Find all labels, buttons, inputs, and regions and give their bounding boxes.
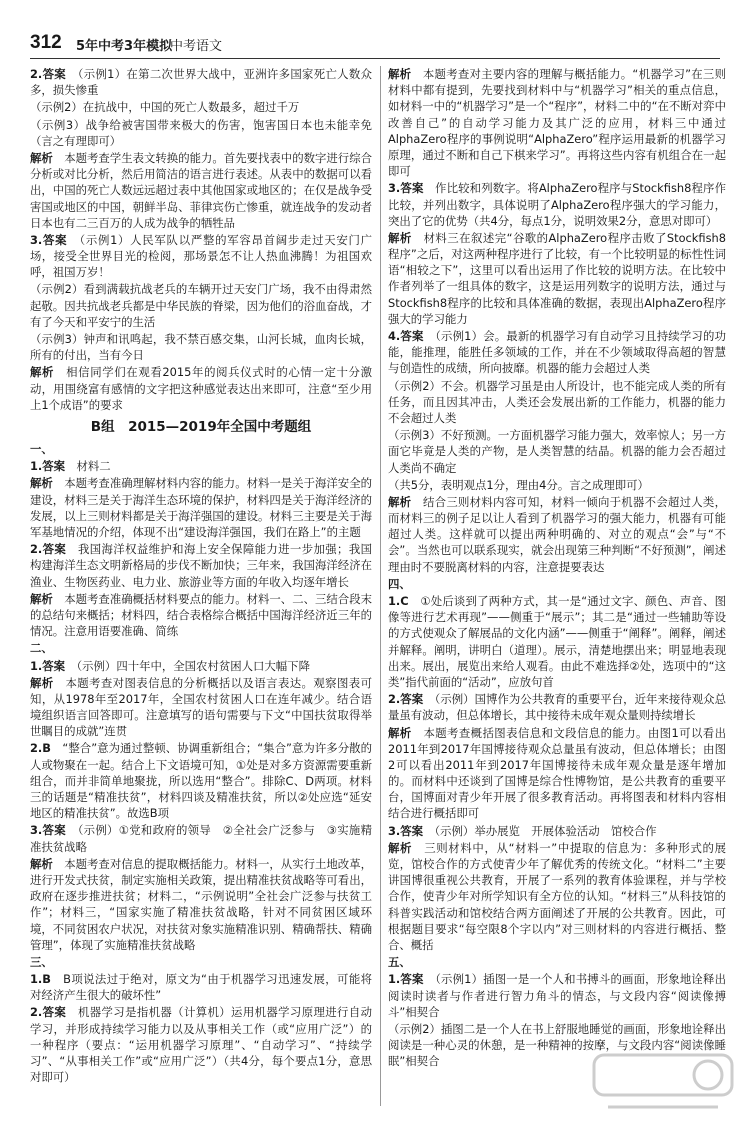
answer-text: （示例3）战争给被害国带来极大的伤害，饱害国日本也未能幸免（言之有理即可） bbox=[30, 117, 372, 148]
answer-text: （示例2）不会。机器学习虽是由人所设计，也不能完成人类的所有任务，而且因其冲击，人类还会发展出新的工作能力，机器的能力不会超过人类 bbox=[388, 378, 726, 425]
answer-text: 材料二 bbox=[76, 459, 111, 474]
answer-text: （示例）①党和政府的领导 ②全社会广泛参与 ③实施精准扶贫战略 bbox=[30, 823, 372, 854]
section-number: 四、 bbox=[388, 576, 411, 591]
watermark-logo bbox=[588, 1049, 738, 1119]
answer-text: 本题考查概括图表信息和文段信息的能力。由图1可以看出2011年到2017年国博接待观众总量虽有波动，但总体增长；由图2可以看出2011年到2017年国博接待未成年观众量是逐年增加的。而材料中还谈到了国博是综合性博物馆，是公共教育的重要平台，国博面对青少年开展了很多教育活动。再将图表和材料内容相结合进行概括即可 bbox=[388, 725, 726, 821]
answer-text: 结合三则材料内容可知，材料一倾向于机器不会超过人类，而材料三的例子足以让人看到了机器学习的强大能力，机器有可能超过人类。这样就可以提出两种明确的、对立的观点“会”与“不会”。当然也可以联系现实，就会出现第三种判断“不好预测”，阐述理由时不要脱离材料的内容，注意提要表达 bbox=[388, 494, 726, 574]
answer-paragraph bbox=[388, 66, 726, 179]
answer-paragraph bbox=[30, 150, 372, 231]
answer-text: （示例3）不好预测。一方面机器学习能力强大，效率惊人；另一方面它毕竟是人类的产物，是人类智慧的结晶。机器的能力会否超过人类尚不确定 bbox=[388, 428, 726, 475]
left-column bbox=[30, 66, 372, 1086]
header-rule bbox=[30, 58, 720, 59]
answer-tag: 1.B bbox=[30, 972, 51, 987]
answer-paragraph bbox=[388, 593, 726, 690]
answer-text: 材料三在叙述完“谷歌的AlphaZero程序击败了Stockfish8程序”之后，对这两种程序进行了比较，有一个比较明显的标性性词语“相较之下”，这里可以看出运用了作比较的说明方法。在比较中作者列举了一组具体的数字，这是运用列数字的说明方法，通过与Stockfish8程序的比较和具体准确的数据，表现出AlphaZero程序强大的学习能力 bbox=[388, 230, 726, 326]
answer-paragraph bbox=[30, 232, 372, 281]
answer-paragraph bbox=[30, 658, 372, 674]
answer-paragraph bbox=[30, 675, 372, 740]
answer-paragraph bbox=[30, 66, 372, 98]
answer-paragraph bbox=[388, 378, 726, 427]
answer-tag: 3.答案 bbox=[388, 181, 424, 196]
answer-paragraph bbox=[388, 823, 726, 839]
answer-text: （示例）举办展览 开展体验活动 馆校合作 bbox=[434, 823, 657, 838]
answer-text: （示例1）插图一是一个人和书搏斗的画面，形象地诠释出阅读时读者与作者进行智力角斗的情态，与文段内容“阅读像搏斗”相契合 bbox=[388, 972, 726, 1019]
column-divider bbox=[380, 66, 381, 1106]
answer-text: 机器学习是指机器（计算机）运用机器学习原理进行自动学习，并形成持续学习能力以及从事相关工作（或“应用广泛”）的一种程序（要点：“运用机器学习原理”、“自动学习”、“持续学习”、“从事相关工作”或“应用广泛”）（共4分，每个要点1分，意思对即可） bbox=[30, 1005, 372, 1085]
answer-tag: 3.答案 bbox=[30, 823, 66, 838]
subject-title: 中考语文 bbox=[170, 39, 223, 54]
answer-paragraph bbox=[30, 99, 372, 115]
answer-tag: 3.答案 bbox=[388, 823, 424, 838]
answer-tag: 4.答案 bbox=[388, 329, 424, 343]
answer-paragraph bbox=[30, 591, 372, 640]
answer-tag: 解析 bbox=[30, 591, 53, 606]
answer-paragraph bbox=[388, 840, 726, 953]
answer-tag: 解析 bbox=[388, 230, 412, 245]
answer-paragraph bbox=[388, 725, 726, 822]
answer-text: 本题考查准确理解材料内容的能力。材料一是关于海洋安全的建设，材料三是关于海洋生态环境的保护，材料四是关于海洋经济的发展，以上三则材料都是关于海洋强国的建设。材料三主要是关于海军基地情况的介绍，体现不出“建设海洋强国，我们在路上”的主题 bbox=[30, 476, 372, 540]
answer-paragraph bbox=[388, 180, 726, 229]
answer-text: （共5分，表明观点1分，理由4分。言之成理即可） bbox=[388, 477, 649, 492]
answer-paragraph bbox=[30, 971, 372, 1003]
answer-tag: 2.B bbox=[30, 741, 51, 756]
answer-text: B项说法过于绝对，原文为“由于机器学习迅速发展，可能将对经济产生很大的破坏性” bbox=[30, 972, 372, 1003]
answer-text: 三则材料中，从“材料一”中提取的信息为：多种形式的展览，馆校合作的方式使青少年了解优秀的传统文化。“材料二”主要讲国博很重视公共教育，开展了一系列的教育体验课程，并与学校合作，使青少年对所学知识有全方位的认知。“材料三”从科技馆的科普实践活动和馆校结合两方面阐述了开展的公共教育。因此，可根据题目要求“每空限8个字以内”对三则材料的内容进行概括、整合、概括 bbox=[388, 840, 726, 952]
group-heading: B组 2015—2019年全国中考题组 bbox=[90, 418, 312, 435]
answer-tag: 2.答案 bbox=[30, 1005, 67, 1020]
answer-text: ①处后谈到了两种方式，其一是“通过文字、颜色、声音、图像等进行艺术再现”——侧重于“展示”；其二是“通过一些辅助等设的方式使观众了解展品的文化内涵”——侧重于“阐释”。阐释，阐述并解释。阐明，讲明白（道理）。展示，清楚地摆出来；明显地表现出来。展出，展览出来给人观看。由此不难选择②处，选项中的“这类”指代前面的“活动”，应放句首 bbox=[388, 594, 726, 689]
answer-paragraph bbox=[30, 822, 372, 854]
right-column bbox=[388, 66, 726, 1070]
answer-tag: 2.答案 bbox=[30, 542, 67, 557]
answer-paragraph bbox=[30, 458, 372, 474]
answer-paragraph bbox=[388, 328, 726, 377]
answer-text: “整合”意为通过整顿、协调重新组合；“集合”意为许多分散的人或物聚在一起。结合上下文语境可知，①处是对多方资源需要重新组合，而并非简单地聚拢，所以选用“整合”。排除C、D两项。材料三的话题是“精准扶贫”，材料四谈及精准扶贫，所以②处应选“延安地区的精准扶贫”。故选B项 bbox=[30, 741, 372, 821]
answer-tag: 解析 bbox=[30, 365, 55, 380]
answer-paragraph bbox=[30, 1004, 372, 1085]
page-header bbox=[30, 30, 720, 56]
answer-paragraph bbox=[388, 691, 726, 723]
answer-paragraph bbox=[30, 281, 372, 330]
answer-text: 作比较和列数字。将AlphaZero程序与Stockfish8程序作比较，并列出数字，具体说明了AlphaZero程序强大的学习能力，突出了它的优势（共4分，每点1分，说明效果2分，意思对即可） bbox=[388, 181, 726, 228]
section-number: 五、 bbox=[388, 955, 411, 970]
answer-text: （示例）四十年中，全国农村贫困人口大幅下降 bbox=[76, 658, 310, 673]
answer-paragraph bbox=[30, 475, 372, 540]
answer-tag: 解析 bbox=[30, 675, 54, 690]
answer-paragraph bbox=[30, 331, 372, 363]
answer-text: 本题考查对图表信息的分析概括以及语言表达。观察图表可知，从1978年至2017年，全国农村贫困人口在连年减少。结合语境组织语言回答即可。注意填写的语句需要与下文“中国扶贫取得举世瞩目的成就”连贯 bbox=[30, 675, 372, 739]
answer-paragraph bbox=[388, 477, 726, 493]
answer-text: （示例2）插图二是一个人在书上舒服地睡觉的画面，形象地诠释出阅读是一种心灵的休憩，是一种精神的按摩，与文段内容“阅读像睡眠”相契合 bbox=[388, 1021, 726, 1069]
answer-paragraph bbox=[30, 740, 372, 821]
section-number: 一、 bbox=[30, 442, 53, 457]
answer-tag: 2.答案 bbox=[388, 692, 424, 707]
answer-tag: 1.答案 bbox=[30, 658, 66, 673]
answer-text: 相信同学们在观看2015年的阅兵仪式时的心情一定十分激动，用围绕富有感情的文字把这种感觉表达出来即可，注意“至少用上1个成语”的要求 bbox=[30, 365, 372, 412]
answer-text: （示例1）在第二次世界大战中，亚洲许多国家死亡人数众多，损失惨重 bbox=[30, 67, 372, 98]
answer-tag: 解析 bbox=[388, 67, 412, 81]
answer-text: 我国海洋权益维护和海上安全保障能力进一步加强；我国构建海洋生态文明新格局的步伐不断加快；三年来，我国海洋经济在渔业、生物医药业、电力业、旅游业等方面的年收入均逐年增长 bbox=[30, 542, 372, 589]
answer-tag: 2.答案 bbox=[30, 67, 66, 81]
answer-paragraph bbox=[388, 427, 726, 476]
answer-text: （示例2）在抗战中，中国的死亡人数最多，超过千万 bbox=[30, 100, 300, 115]
answer-paragraph bbox=[30, 541, 372, 590]
answer-tag: 解析 bbox=[388, 725, 412, 740]
answer-tag: 解析 bbox=[30, 856, 53, 871]
answer-tag: 解析 bbox=[30, 150, 53, 165]
answer-paragraph bbox=[30, 117, 372, 149]
answer-text: 本题考查对信息的提取概括能力。材料一，从实行土地改革，进行开发式扶贫，制定实施相关政策，提出精准扶贫战略等可看出，政府在逐步推进扶贫；材料二，“示例说明”全社会广泛参与扶贫工作”；材料三，“国家实施了精准扶贫战略，针对不同贫困区域环境，不同贫困农户状况，对扶贫对象实施精准识别、精确帮扶、精确管理”，体现了实施精准扶贫战略 bbox=[30, 856, 372, 952]
section-number: 二、 bbox=[30, 641, 53, 656]
answer-paragraph bbox=[388, 971, 726, 1020]
answer-tag: 解析 bbox=[388, 494, 412, 509]
answer-text: （示例）国博作为公共教育的重要平台，近年来接待观众总量虽有波动，但总体增长，其中接待未成年观众量则持续增长 bbox=[388, 692, 726, 723]
answer-tag: 1.答案 bbox=[30, 459, 66, 474]
answer-text: （示例1）会。最新的机器学习有自动学习且持续学习的功能，能推理，能胜任多领域的工作，并在不少领域取得高超的智慧与创造性的成绩，所向披靡。机器的能力会超过人类 bbox=[388, 329, 726, 376]
answer-tag: 解析 bbox=[30, 476, 53, 491]
answer-text: 本题考查学生表文转换的能力。首先要找表中的数字进行综合分析或对比分析，然后用简洁的语言进行表述。从表中的数据可以看出，中国的死亡人数远远超过表中其他国家或地区的；在仅是战争受害国或地区的中国，朝鲜半岛、菲律宾伤亡惨重，就连战争的发动者日本也有二三百万的人成为战争的牺牲品 bbox=[30, 150, 372, 230]
answer-tag: 1.答案 bbox=[388, 972, 424, 987]
answer-tag: 3.答案 bbox=[30, 232, 68, 247]
answer-paragraph bbox=[30, 364, 372, 413]
answer-text: （示例1）人民军队以严整的军容昂首阔步走过天安门广场，接受全世界目光的检阅，那场景怎不让人热血沸腾！为祖国欢呼，祖国万岁！ bbox=[30, 232, 372, 280]
book-title: 5年中考3年模拟 bbox=[76, 39, 173, 54]
answer-paragraph bbox=[388, 494, 726, 575]
answer-text: 本题考查对主要内容的理解与概括能力。“机器学习”在三则材料中都有提到，先要找到材料中与“机器学习”相关的重点信息，如材料一中的“机器学习”是一个“程序”，材料二中的“在不断对弈中改善自己”的自动学习能力及其广泛的应用，材料三中通过AlphaZero程序的事例说明“AlphaZero”程序运用最新的机器学习原理，通过不断和自己下棋来学习”。再将这些内容有机组合在一起即可 bbox=[388, 67, 726, 179]
answer-tag: 解析 bbox=[388, 840, 413, 855]
answer-paragraph bbox=[388, 230, 726, 327]
answer-tag: 1.C bbox=[388, 594, 409, 608]
section-number: 三、 bbox=[30, 954, 53, 969]
answer-text: （示例3）钟声和讯鸣起，我不禁百感交集，山河长城，血肉长城，所有的付出，当有今日 bbox=[30, 332, 372, 363]
answer-text: （示例2）看到满载抗战老兵的车辆开过天安门广场，我不由得肃然起敬。因共抗战老兵都是中华民族的脊梁，因为他们的浴血奋战，才有了今天和平安宁的生活 bbox=[30, 282, 372, 329]
page-number: 312 bbox=[30, 32, 62, 53]
answer-text: 本题考查准确概括材料要点的能力。材料一、二、三结合段末的总结句来概括；材料四，结合表格综合概括中国海洋经济近三年的情况。注意用语要准确、简练 bbox=[30, 591, 372, 639]
answer-paragraph bbox=[30, 856, 372, 953]
